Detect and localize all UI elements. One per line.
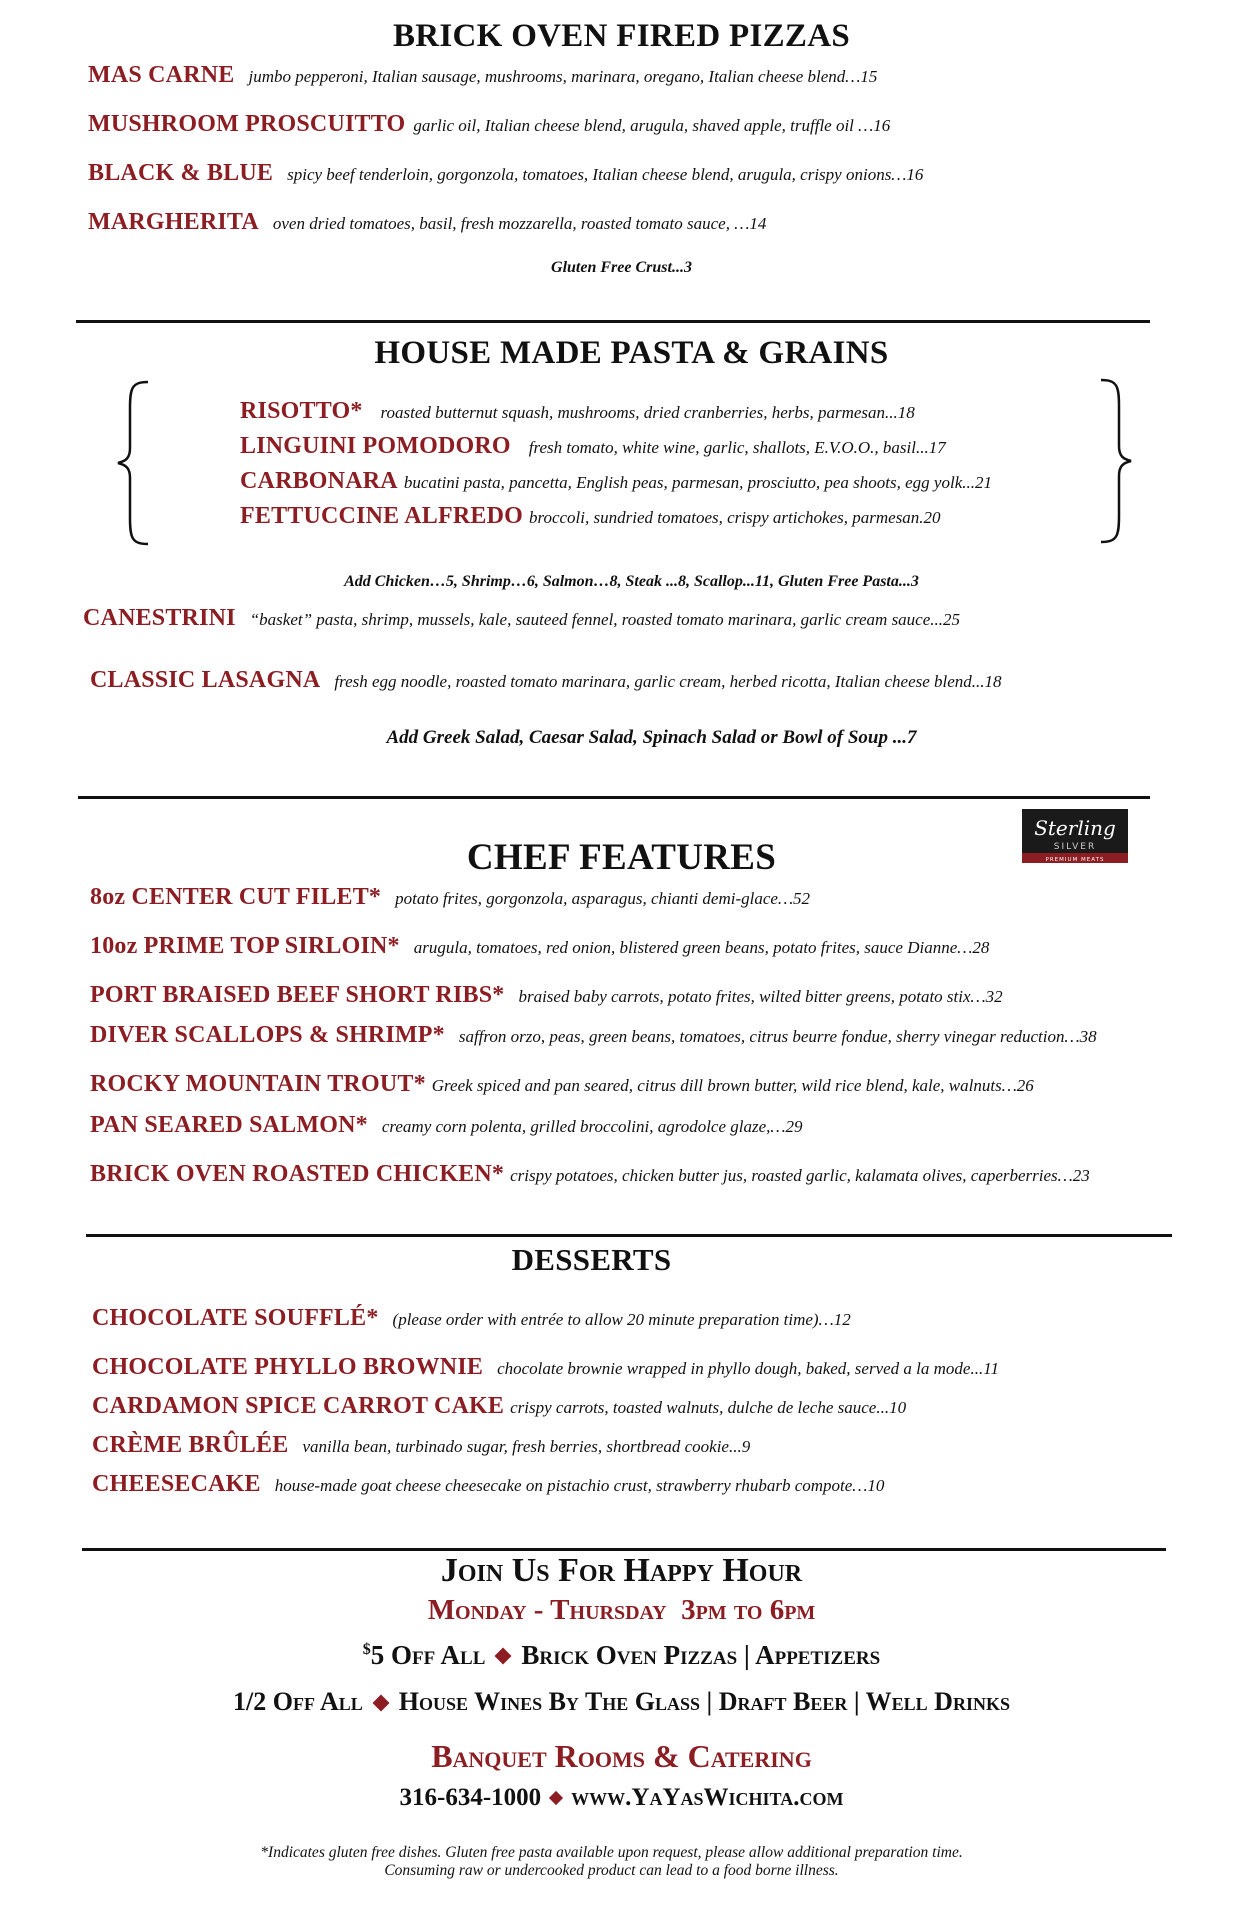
- discount-label: 1/2 Off All: [233, 1687, 363, 1716]
- happy-hour-line-1: [0, 1640, 1243, 1671]
- item-name: DIVER SCALLOPS & SHRIMP*: [90, 1022, 445, 1048]
- happy-hour-days: Monday - Thursday 3pm to 6pm: [427, 1594, 816, 1626]
- pizzas-title: BRICK OVEN FIRED PIZZAS: [392, 18, 851, 54]
- item-description: braised baby carrots, potato frites, wilted bitter greens, potato stix…32: [518, 987, 1003, 1006]
- menu-item-cheesecake: [92, 1471, 884, 1498]
- menu-item-pan-seared-salmon: [90, 1112, 803, 1139]
- menu-item-risotto: [240, 398, 915, 425]
- item-name: ROCKY MOUNTAIN TROUT*: [90, 1071, 426, 1097]
- diamond-icon: [549, 1791, 563, 1805]
- discount-label: 5 Off All: [370, 1640, 486, 1670]
- discount-items: Brick Oven Pizzas | Appetizers: [521, 1640, 881, 1670]
- website-link[interactable]: www.YaYasWichita.com: [571, 1784, 844, 1811]
- section-divider: [82, 1548, 1166, 1551]
- menu-item-scallops-shrimp: [90, 1022, 1097, 1049]
- item-name: CHEESECAKE: [92, 1471, 261, 1497]
- item-name: MAS CARNE: [88, 62, 235, 88]
- item-description: creamy corn polenta, grilled broccolini, agrodolce glaze,…29: [381, 1117, 803, 1136]
- item-name: PAN SEARED SALMON*: [90, 1112, 368, 1138]
- item-description: bucatini pasta, pancetta, English peas, parmesan, prosciutto, pea shoots, egg yolk...21: [403, 473, 992, 492]
- item-name: FETTUCCINE ALFREDO: [240, 503, 523, 529]
- item-name: CLASSIC LASAGNA: [90, 667, 321, 693]
- item-name: CRÈME BRÛLÉE: [92, 1432, 289, 1458]
- item-description: arugula, tomatoes, red onion, blistered green beans, potato frites, sauce Dianne…28: [413, 938, 990, 957]
- salad-soup-note: Add Greek Salad, Caesar Salad, Spinach Salad or Bowl of Soup ...7: [386, 727, 917, 748]
- menu-item-prime-top-sirloin: [90, 933, 989, 960]
- menu-item-canestrini: [83, 605, 960, 632]
- menu-item-carbonara: [240, 468, 992, 495]
- item-name: 10oz PRIME TOP SIRLOIN*: [90, 933, 400, 959]
- logo-word-text: SILVER: [1053, 842, 1097, 852]
- menu-item-linguini-pomodoro: [240, 433, 946, 460]
- discount-items: House Wines By The Glass | Draft Beer | Well Drinks: [398, 1687, 1010, 1716]
- item-name: 8oz CENTER CUT FILET*: [90, 884, 382, 910]
- item-description: crispy carrots, toasted walnuts, dulche de leche sauce...10: [510, 1398, 907, 1417]
- logo-script-text: Sterling: [1034, 816, 1116, 840]
- banquet-title: Banquet Rooms & Catering: [431, 1738, 812, 1774]
- menu-item-beef-short-ribs: [90, 982, 1003, 1009]
- diamond-icon: [372, 1694, 389, 1711]
- item-description: house-made goat cheese cheesecake on pistachio crust, strawberry rhubarb compote…10: [274, 1476, 885, 1495]
- pasta-addons-note: Add Chicken…5, Shrimp…6, Salmon…8, Steak ...8, Scallop...11, Gluten Free Pasta...3: [344, 573, 919, 590]
- item-description: spicy beef tenderloin, gorgonzola, tomatoes, Italian cheese blend, arugula, crispy onions…16: [287, 165, 924, 184]
- menu-item-roasted-chicken: [90, 1161, 1090, 1188]
- item-name: CHOCOLATE SOUFFLÉ*: [92, 1305, 379, 1331]
- menu-item-mas-carne: [88, 62, 877, 89]
- section-divider: [86, 1234, 1172, 1237]
- chef-features-title: CHEF FEATURES: [466, 837, 777, 878]
- item-name: CARDAMON SPICE CARROT CAKE: [92, 1393, 505, 1419]
- item-description: fresh tomato, white wine, garlic, shallots, E.V.O.O., basil...17: [528, 438, 946, 457]
- menu-item-margherita: [88, 209, 766, 236]
- item-name: LINGUINI POMODORO: [240, 433, 511, 459]
- happy-hour-line-2: [0, 1687, 1243, 1717]
- diamond-icon: [495, 1648, 512, 1665]
- item-name: MUSHROOM PROSCUITTO: [88, 111, 406, 137]
- item-description: (please order with entrée to allow 20 minute preparation time)…12: [392, 1310, 851, 1329]
- item-description: Greek spiced and pan seared, citrus dill brown butter, wild rice blend, kale, walnuts…26: [431, 1076, 1034, 1095]
- item-description: garlic oil, Italian cheese blend, arugula, shaved apple, truffle oil …16: [413, 116, 891, 135]
- item-name: CARBONARA: [240, 468, 398, 494]
- item-description: oven dried tomatoes, basil, fresh mozzarella, roasted tomato sauce, …14: [272, 214, 767, 233]
- item-name: BRICK OVEN ROASTED CHICKEN*: [90, 1161, 505, 1187]
- contact-line: [0, 1784, 1243, 1812]
- happy-hour-title: Join Us For Happy Hour: [440, 1552, 803, 1589]
- footnote-line-2: Consuming raw or undercooked product can lead to a food borne illness.: [384, 1862, 839, 1879]
- item-description: roasted butternut squash, mushrooms, dried cranberries, herbs, parmesan...18: [380, 403, 915, 422]
- gluten-free-crust-note: Gluten Free Crust...3: [551, 259, 692, 276]
- desserts-title: DESSERTS: [511, 1242, 672, 1277]
- item-description: broccoli, sundried tomatoes, crispy artichokes, parmesan.20: [528, 508, 941, 527]
- item-description: fresh egg noodle, roasted tomato marinara, garlic cream, herbed ricotta, Italian cheese blend...18: [334, 672, 1002, 691]
- logo-tag-text: PREMIUM MEATS: [1045, 857, 1105, 863]
- pasta-title: HOUSE MADE PASTA & GRAINS: [374, 335, 889, 371]
- menu-item-carrot-cake: [92, 1393, 906, 1420]
- footnote-line-1: *Indicates gluten free dishes. Gluten free pasta available upon request, please allow additional preparation time.: [260, 1844, 963, 1861]
- item-name: CANESTRINI: [83, 605, 236, 631]
- section-divider: [78, 796, 1150, 799]
- item-name: CHOCOLATE PHYLLO BROWNIE: [92, 1354, 484, 1380]
- menu-item-rocky-mountain-trout: [90, 1071, 1034, 1098]
- item-name: RISOTTO*: [240, 398, 363, 424]
- item-description: jumbo pepperoni, Italian sausage, mushrooms, marinara, oregano, Italian cheese blend…15: [248, 67, 878, 86]
- item-name: BLACK & BLUE: [88, 160, 274, 186]
- item-description: potato frites, gorgonzola, asparagus, chianti demi-glace…52: [395, 889, 811, 908]
- menu-item-black-and-blue: [88, 160, 923, 187]
- footnote: [0, 1844, 1233, 1880]
- left-brace: [114, 378, 154, 548]
- menu-item-mushroom-proscuitto: [88, 111, 890, 138]
- dollar-sign: $: [362, 1641, 371, 1658]
- item-description: “basket” pasta, shrimp, mussels, kale, sauteed fennel, roasted tomato marinara, garlic cream sauce...25: [249, 610, 961, 629]
- item-description: crispy potatoes, chicken butter jus, roasted garlic, kalamata olives, caperberries…23: [510, 1166, 1090, 1185]
- item-description: chocolate brownie wrapped in phyllo dough, baked, served a la mode...11: [497, 1359, 999, 1378]
- item-description: vanilla bean, turbinado sugar, fresh berries, shortbread cookie...9: [302, 1437, 751, 1456]
- menu-item-center-cut-filet: [90, 884, 810, 911]
- menu-item-creme-brulee: [92, 1432, 750, 1459]
- menu-item-phyllo-brownie: [92, 1354, 999, 1381]
- right-brace: [1095, 376, 1135, 546]
- item-description: saffron orzo, peas, green beans, tomatoes, citrus beurre fondue, sherry vinegar reduction…38: [458, 1027, 1097, 1046]
- item-name: MARGHERITA: [88, 209, 259, 235]
- item-name: PORT BRAISED BEEF SHORT RIBS*: [90, 982, 505, 1008]
- menu-item-chocolate-souffle: [92, 1305, 851, 1332]
- menu-item-fettuccine-alfredo: [240, 503, 941, 530]
- menu-item-classic-lasagna: [90, 667, 1002, 694]
- phone-number[interactable]: 316-634-1000: [399, 1784, 542, 1811]
- section-divider: [76, 320, 1150, 323]
